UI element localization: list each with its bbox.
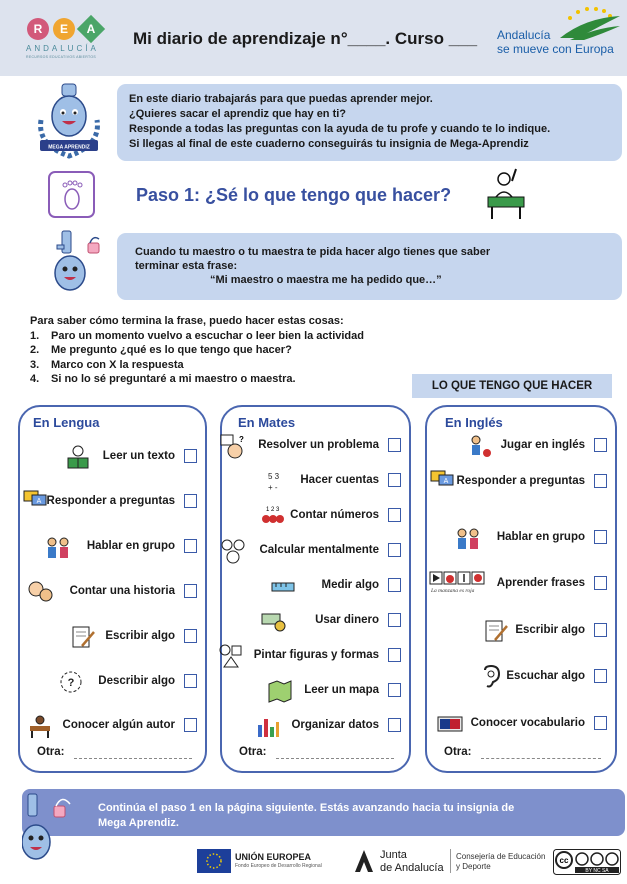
- sentence-caption: La manzana es roja: [431, 588, 475, 594]
- task-row: [222, 466, 409, 496]
- svg-text:5 3: 5 3: [268, 472, 280, 481]
- bar-chart-icon: [255, 713, 281, 739]
- other-label: Otra:: [444, 746, 472, 758]
- ask-quote: “Mi maestro o maestra me ha pedido que…”: [210, 274, 442, 286]
- how-list: [30, 314, 364, 387]
- svg-text:+ -: + -: [268, 483, 278, 492]
- section-banner: LO QUE TENGO QUE HACER: [412, 374, 612, 398]
- how-item-number: 2.: [30, 344, 40, 356]
- describe-icon: [58, 669, 84, 695]
- eu-title: UNIÓN EUROPEA: [235, 852, 312, 862]
- column-title: En Inglés: [445, 415, 503, 430]
- task-checkbox[interactable]: [594, 438, 607, 452]
- ask-line: Cuando tu maestro o tu maestra te pida hacer algo tienes que saber: [135, 246, 491, 258]
- task-label: Organizar datos: [291, 719, 379, 731]
- task-label: Escribir algo: [515, 624, 585, 636]
- task-checkbox[interactable]: [388, 543, 401, 557]
- task-label: Contar números: [290, 509, 379, 521]
- task-label: Escribir algo: [105, 630, 175, 642]
- how-intro: Para saber cómo termina la frase, puedo hacer estas cosas:: [30, 315, 344, 327]
- talking-people-icon: [455, 525, 481, 551]
- task-row: [20, 711, 205, 741]
- arithmetic-icon: [265, 468, 291, 494]
- task-checkbox[interactable]: [594, 669, 607, 683]
- task-checkbox[interactable]: [388, 438, 401, 452]
- money-icon: [260, 608, 286, 634]
- task-checkbox[interactable]: [594, 530, 607, 544]
- task-checkbox[interactable]: [184, 674, 197, 688]
- task-row: [427, 616, 615, 646]
- license-text: BY NC SA: [585, 868, 609, 874]
- task-label: Conocer vocabulario: [470, 717, 585, 729]
- task-row: [427, 523, 615, 553]
- task-label: Resolver un problema: [258, 439, 379, 451]
- task-checkbox[interactable]: [388, 613, 401, 627]
- task-row: [427, 662, 615, 692]
- europe-stars-logo: [540, 4, 622, 42]
- how-item-text: Me pregunto ¿qué es lo que tengo que hacer?: [51, 344, 292, 356]
- other-input-line[interactable]: [74, 758, 192, 759]
- task-label: Hablar en grupo: [86, 540, 175, 552]
- task-row: [222, 676, 409, 706]
- writing-icon: [70, 624, 96, 650]
- mega-aprendiz-badge: [31, 80, 107, 162]
- mental-math-icon: [220, 538, 246, 564]
- other-input-line[interactable]: [481, 758, 601, 759]
- task-label: Responder a preguntas: [46, 495, 175, 507]
- svg-text:1 2 3: 1 2 3: [266, 507, 280, 513]
- task-row: [20, 577, 205, 607]
- continue-line: Mega Aprendiz.: [98, 817, 179, 829]
- intro-box: [117, 84, 622, 161]
- task-row: [222, 571, 409, 601]
- svg-text:?: ?: [67, 677, 75, 689]
- how-item-text: Paro un momento vuelvo a escuchar o leer bien la actividad: [51, 329, 364, 342]
- other-label: Otra:: [37, 746, 65, 758]
- task-checkbox[interactable]: [594, 716, 607, 730]
- play-icon: [467, 433, 493, 459]
- measure-icon: [270, 573, 296, 599]
- rea-letter-e: E: [53, 18, 75, 40]
- continue-box: [22, 789, 625, 836]
- rea-tagline: RECURSOS EDUCATIVOS ABIERTOS: [26, 55, 97, 59]
- footer-divider: [450, 849, 451, 873]
- how-item: [30, 343, 364, 358]
- junta-line2: de Andalucía: [380, 862, 444, 874]
- page-footer: [0, 840, 627, 884]
- task-label: Pintar figuras y formas: [253, 649, 379, 661]
- page-title: Mi diario de aprendizaje n°____. Curso ___: [133, 29, 478, 48]
- footprint-icon: [48, 171, 95, 218]
- svg-text:A: A: [443, 478, 449, 485]
- other-label: Otra:: [239, 746, 267, 758]
- task-row: [20, 622, 205, 652]
- junta-line1: Junta: [380, 849, 407, 861]
- task-checkbox[interactable]: [184, 449, 197, 463]
- task-label: Describir algo: [98, 675, 175, 687]
- andalucia-europa-line2: se mueve con Europa: [497, 42, 614, 56]
- writing-icon: [483, 618, 509, 644]
- how-item: [30, 329, 364, 344]
- other-input-line[interactable]: [276, 758, 394, 759]
- column-mates: [220, 405, 411, 773]
- rea-subtitle: ANDALUCÍA: [26, 44, 99, 53]
- speech-bubble-icon: [22, 489, 48, 515]
- talking-people-icon: [45, 534, 71, 560]
- task-checkbox[interactable]: [184, 539, 197, 553]
- task-label: Medir algo: [321, 579, 379, 591]
- ask-box: [117, 233, 622, 300]
- task-checkbox[interactable]: [388, 473, 401, 487]
- task-label: Escuchar algo: [506, 670, 585, 682]
- sentence-icon: [429, 571, 487, 587]
- task-label: Conocer algún autor: [62, 719, 175, 731]
- task-row: [427, 431, 615, 461]
- task-row: [222, 606, 409, 636]
- consejeria-line1: Consejería de Educación: [456, 852, 546, 861]
- intro-line: En este diario trabajarás para que puedas aprender mejor.: [129, 93, 433, 105]
- column-title: En Mates: [238, 415, 296, 430]
- task-label: Hacer cuentas: [300, 474, 379, 486]
- task-label: Jugar en inglés: [500, 439, 585, 451]
- task-checkbox[interactable]: [594, 474, 607, 488]
- svg-text:?: ?: [239, 435, 244, 444]
- task-row: [222, 431, 409, 461]
- step-title: Paso 1: ¿Sé lo que tengo que hacer?: [136, 185, 452, 205]
- task-row: [427, 569, 615, 599]
- task-checkbox[interactable]: [388, 578, 401, 592]
- cc-license-icon: [553, 849, 621, 875]
- column-lengua: [18, 405, 207, 773]
- task-checkbox[interactable]: [184, 584, 197, 598]
- listening-icon: [477, 664, 503, 690]
- task-label: Hablar en grupo: [496, 531, 585, 543]
- consejeria-line2: y Deporte: [456, 862, 491, 871]
- eu-subtitle: Fondo Europeo de Desarrollo Regional: [235, 863, 322, 869]
- storytelling-icon: [27, 579, 53, 605]
- task-checkbox[interactable]: [594, 576, 607, 590]
- rea-letter-r: R: [27, 18, 49, 40]
- task-row: [20, 667, 205, 697]
- task-row: [427, 709, 615, 739]
- task-checkbox[interactable]: [388, 508, 401, 522]
- task-row: [20, 442, 205, 472]
- task-row: [222, 641, 409, 671]
- task-label: Aprender frases: [496, 577, 585, 589]
- svg-text:A: A: [36, 498, 42, 505]
- task-row: [20, 532, 205, 562]
- ask-line: terminar esta frase:: [135, 260, 238, 272]
- continue-line: Continúa el paso 1 en la página siguiente. Estás avanzando hacia tu insignia de: [98, 802, 515, 814]
- intro-line: Si llegas al final de este cuaderno conseguirás tu insignia de Mega-Aprendiz: [129, 138, 529, 150]
- intro-line: Responde a todas las preguntas con la ayuda de tu profe y cuando te lo indique.: [129, 123, 551, 135]
- how-item-number: 3.: [30, 358, 40, 371]
- task-label: Contar una historia: [69, 585, 175, 597]
- task-checkbox[interactable]: [184, 494, 197, 508]
- vocabulary-icon: [437, 711, 463, 737]
- column-title: En Lengua: [33, 415, 100, 430]
- how-item-text: Si no lo sé preguntaré a mi maestro o maestra.: [51, 373, 296, 385]
- key-mascot-icon: [52, 229, 110, 295]
- shapes-icon: [218, 643, 244, 669]
- speech-bubble-icon: [429, 469, 455, 495]
- task-checkbox[interactable]: [388, 648, 401, 662]
- problem-icon: [219, 433, 245, 459]
- counting-icon: [260, 503, 286, 529]
- how-item: [30, 372, 364, 387]
- badge-label: MEGA APRENDIZ: [48, 144, 90, 151]
- rea-letter-a: A: [77, 15, 105, 43]
- task-label: Leer un mapa: [304, 684, 379, 696]
- reading-icon: [65, 444, 91, 470]
- task-checkbox[interactable]: [388, 683, 401, 697]
- how-item-number: 4.: [30, 373, 40, 385]
- task-checkbox[interactable]: [388, 718, 401, 732]
- column-ingles: [425, 405, 617, 773]
- map-icon: [267, 678, 293, 704]
- intro-line: ¿Quieres sacar el aprendiz que hay en ti?: [129, 108, 347, 120]
- task-checkbox[interactable]: [184, 718, 197, 732]
- andalucia-europa-line1: Andalucía: [497, 28, 551, 42]
- task-label: Usar dinero: [315, 614, 379, 626]
- author-icon: [27, 713, 53, 739]
- how-item-number: 1.: [30, 329, 40, 342]
- junta-andalucia-icon: [351, 848, 377, 874]
- task-label: Leer un texto: [102, 450, 175, 462]
- task-row: [427, 467, 615, 497]
- eu-flag-icon: [197, 849, 231, 873]
- task-checkbox[interactable]: [594, 623, 607, 637]
- how-item: [30, 358, 364, 373]
- task-row: [222, 501, 409, 531]
- task-checkbox[interactable]: [184, 629, 197, 643]
- task-label: Responder a preguntas: [456, 475, 585, 487]
- task-label: Calcular mentalmente: [259, 544, 379, 556]
- student-desk-icon: [482, 167, 530, 221]
- task-row: [222, 536, 409, 566]
- svg-text:cc: cc: [559, 856, 569, 865]
- task-row: [222, 711, 409, 741]
- how-item-text: Marco con X la respuesta: [51, 358, 184, 371]
- task-row: [20, 487, 205, 517]
